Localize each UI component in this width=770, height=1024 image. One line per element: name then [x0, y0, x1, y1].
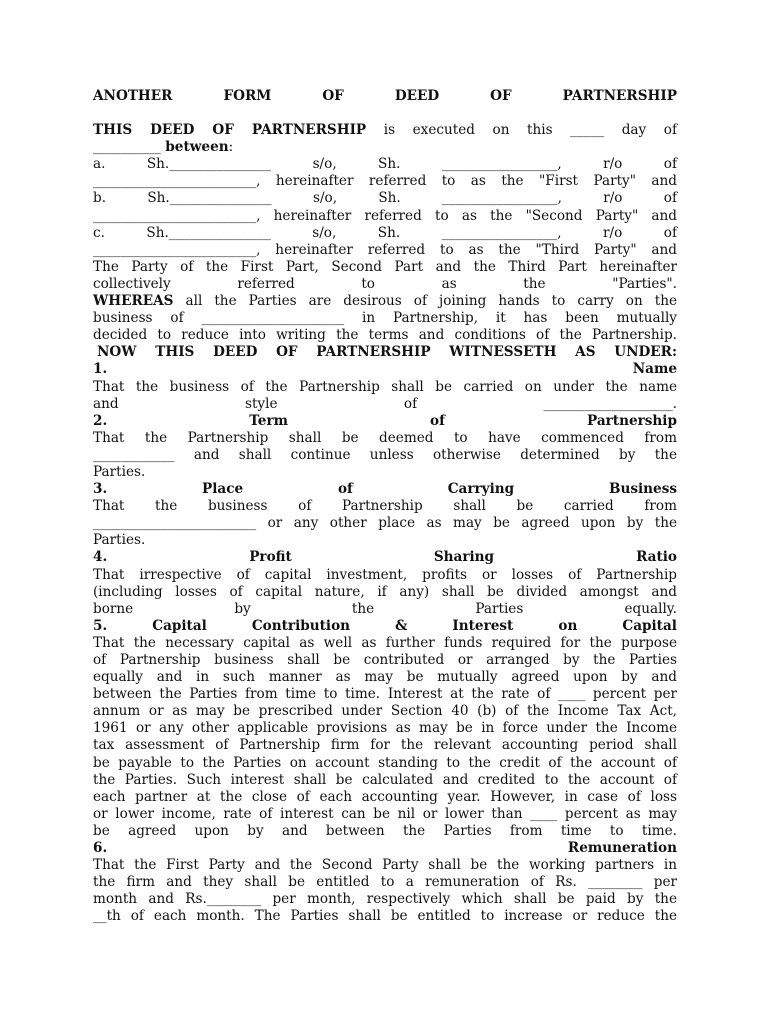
document-title — [93, 88, 677, 105]
title-word: FORM — [223, 88, 272, 104]
clause-line: tax assessment of Partnership firm for the relevant accounting period shall — [93, 737, 677, 754]
intro-line — [93, 139, 677, 156]
clause-title: Name — [632, 361, 677, 378]
clause-title-word: & — [395, 617, 408, 634]
clause-title-word: Partnership — [586, 412, 677, 429]
clause-number: 2. — [93, 412, 108, 429]
collective-line: collectively referred to as the "Parties". — [93, 275, 677, 292]
party-line: b. Sh._______________ s/o, Sh. _________________, r/o of — [93, 190, 677, 207]
intro-colon: : — [228, 139, 234, 156]
clause-title: Remuneration — [567, 840, 677, 857]
clause-line: 1961 or any other applicable provisions as may be in force under the Income — [93, 720, 677, 737]
clause-number: 5. — [93, 617, 108, 634]
party-line: ________________________, hereinafter referred to as the "First Party" and — [93, 173, 677, 190]
clause-title-word: Carrying — [447, 481, 515, 498]
party-c — [93, 225, 677, 259]
clause-heading — [93, 549, 677, 566]
title-word: PARTNERSHIP — [562, 88, 677, 104]
clause-title-word: Place — [202, 481, 244, 498]
clause-number: 4. — [93, 549, 108, 566]
clause-line: and style of ___________________. — [93, 395, 677, 412]
clause-title-word: Sharing — [433, 549, 495, 566]
date-blank: __________ — [93, 139, 166, 156]
party-line: c. Sh._______________ s/o, Sh. _________________, r/o of — [93, 224, 677, 241]
clause-title-word: Profit — [249, 549, 292, 566]
clause-title-word: of — [337, 481, 353, 498]
clause-number: 1. — [93, 361, 108, 378]
clause-line: That the business of Partnership shall be carried from — [93, 498, 677, 515]
clause-line: (including losses of capital nature, if any) shall be divided amongst and — [93, 583, 677, 600]
clause-title-word: of — [430, 412, 445, 429]
whereas-line: decided to reduce into writing the terms and conditions of the Partnership. — [93, 327, 677, 344]
between-label: between — [165, 139, 229, 156]
clause-line: That the First Party and the Second Party shall be the working partners in — [93, 857, 677, 874]
witnesseth-heading: NOW THIS DEED OF PARTNERSHIP WITNESSETH AS UNDER: — [97, 344, 677, 361]
clause-heading — [93, 618, 677, 635]
clause-line: the Parties. Such interest shall be calculated and credited to the account of — [93, 771, 677, 788]
clause-line: annum or as may be prescribed under Section 40 (b) of the Income Tax Act, — [93, 703, 677, 720]
whereas-text: all the Parties are desirous of joining hands to carry on the — [173, 293, 677, 310]
party-line: a. Sh._______________ s/o, Sh. _________________, r/o of — [93, 156, 677, 173]
clause-line: ________________________ or any other place as may be agreed upon by the — [93, 515, 677, 532]
party-b — [93, 190, 677, 224]
clause-line: be agreed upon by and between the Parties from time to time. — [93, 822, 677, 839]
whereas-label: WHEREAS — [93, 293, 174, 310]
collective-line: The Party of the First Part, Second Part and the Third Part hereinafter — [93, 258, 677, 275]
clause-title-word: Capital — [622, 617, 677, 634]
clause-title-word: Interest — [452, 617, 514, 634]
title-word: DEED — [394, 88, 440, 104]
clause-title-word: Business — [608, 481, 677, 498]
clause-line: or lower income, rate of interest can be nil or lower than ____ percent as may — [93, 805, 677, 822]
clause-heading — [93, 481, 677, 498]
clause-line: Parties. — [93, 463, 146, 480]
clause-heading — [93, 413, 677, 430]
intro-lead: THIS DEED OF PARTNERSHIP — [93, 122, 367, 139]
clause-line: ____________ and shall continue unless otherwise determined by the — [93, 446, 677, 463]
whereas-line — [93, 293, 677, 310]
clause-number: 6. — [93, 840, 108, 857]
title-word: OF — [490, 88, 512, 104]
clause-number: 3. — [93, 481, 108, 498]
clause-title-word: Contribution — [251, 617, 351, 634]
clause-title-word: Capital — [152, 617, 207, 634]
clause-line: __th of each month. The Parties shall be entitled to increase or reduce the — [93, 908, 677, 925]
title-word: OF — [322, 88, 344, 104]
clause-line: That irrespective of capital investment, profits or losses of Partnership — [93, 566, 677, 583]
clause-line: borne by the Parties equally. — [93, 600, 677, 617]
clause-title-word: Ratio — [636, 549, 677, 566]
whereas-line: business of _____________________ in Partnership, it has been mutually — [93, 310, 677, 327]
clause-line: of Partnership business shall be contributed or arranged by the Parties — [93, 652, 677, 668]
clause-title-word: on — [558, 617, 578, 634]
clause-title-word: Term — [249, 412, 288, 429]
clause-line: That the necessary capital as well as further funds required for the purpose — [93, 634, 677, 651]
clause-line: each partner at the close of each accounting year. However, in case of loss — [93, 788, 677, 805]
clause-line: between the Parties from time to time. Interest at the rate of ____ percent per — [93, 686, 677, 703]
intro-line — [93, 122, 677, 139]
party-line: ________________________, hereinafter referred to as the "Third Party" and — [93, 241, 677, 258]
clause-line: Parties. — [93, 532, 146, 549]
clause-line: the firm and they shall be entitled to a remuneration of Rs. ________ per — [93, 874, 677, 891]
clause-heading — [93, 361, 677, 378]
clause-line: That the business of the Partnership shall be carried on under the name — [93, 378, 677, 395]
clause-line: month and Rs.________ per month, respectively which shall be paid by the — [93, 891, 677, 908]
deed-content — [93, 88, 677, 926]
intro-rest: is executed on this _____ day of — [366, 122, 678, 139]
party-a — [93, 156, 677, 190]
clause-line: be payable to the Parties on account standing to the credit of the account of — [93, 754, 677, 771]
clause-heading — [93, 840, 677, 857]
party-line: ________________________, hereinafter referred to as the "Second Party" and — [93, 207, 677, 224]
clause-line: That the Partnership shall be deemed to have commenced from — [93, 429, 677, 446]
clause-line: equally and in such manner as may be mutually agreed upon by and — [93, 669, 677, 686]
title-word: ANOTHER — [93, 88, 173, 104]
